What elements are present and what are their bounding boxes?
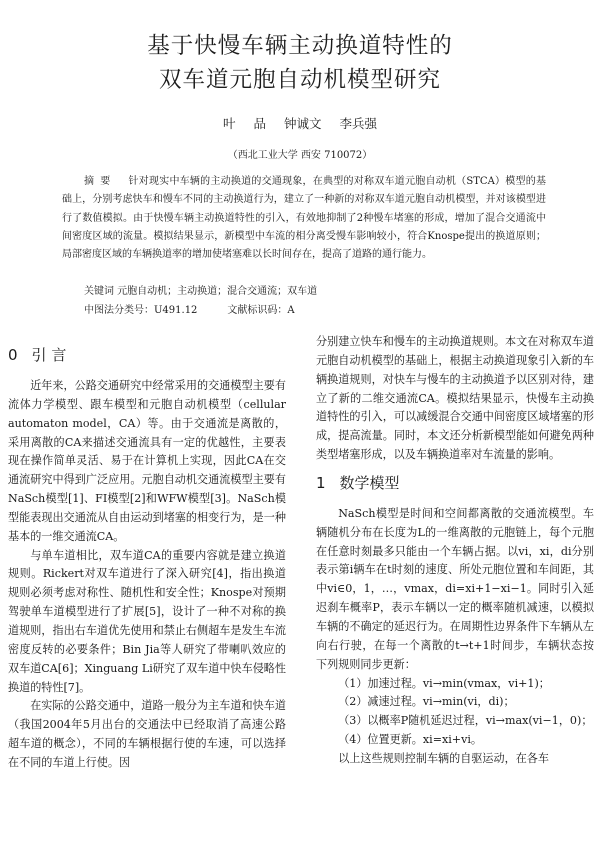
rule-item: （3）以概率P随机延迟过程，vi→max(vi−1，0)； <box>338 714 593 728</box>
section-number: 0 <box>8 346 18 364</box>
paragraph: 近年来，公路交通研究中经常采用的交通模型主要有流体力学模型、跟车模型和元胞自动机模型（cellular automaton model，CA）等。由于交通流是离散的，采用离散的CA来描述交通流具有一定的优越性，主要表现在操作简单灵活、易于在计算机上实现，因此CA在交通流研究中得到广泛应用。元胞自动机交通流模型主要有NaSch模型[1]、FI模型[2]和WFW模型[3]。NaSch模型能表现出交通流从自由运动到堵塞的相变行为，是一种基本的一维交通流CA。 <box>8 379 286 543</box>
keywords: 关键词 元胞自动机；主动换道；混合交通流；双车道 <box>84 286 318 297</box>
section-number: 1 <box>316 473 326 492</box>
abstract-label: 摘要 <box>84 176 117 187</box>
paragraph: 在实际的公路交通中，道路一般分为主车道和快车道（我国2004年5月出台的交通法中已经取消了高速公路超车道的概念），不同的车辆根据行使的车速，可以选择在不同的车道上行使。因 <box>8 699 286 769</box>
paper-title-line2: 双车道元胞自动机模型研究 <box>158 67 441 93</box>
section-heading-model <box>316 471 594 495</box>
section-title: 数学模型 <box>339 473 400 492</box>
paragraph: NaSch模型是时间和空间都离散的交通流模型。车辆随机分布在长度为L的一维离散的元胞链上，每个元胞在任意时刻最多只能由一个车辆占据。以vi，xi，di分别表示第i辆车在t时刻的速度、所处元胞位置和车间距，其中vi∈0，1，…，vmax，di=xi+1−xi−1。同时引入延迟刹车概率P，表示车辆以一定的概率随机减速，以模拟车辆的不确定的延迟行为。在周期性边界条件下车辆从左向右行驶，在每一个离散的t→t+1时间步，车辆状态按下列规则同步更新： <box>316 506 594 671</box>
classification-line <box>84 301 295 316</box>
paragraph: 分别建立快车和慢车的主动换道规则。本文在对称双车道元胞自动机模型的基础上，根据主动换道现象引入新的车辆换道规则，对快车与慢车的主动换道予以区别对待，建立了新的二维交通流CA。模拟结果显示，快慢车主动换道特性的引入，可以减缓混合交通中间密度区域堵塞的形成，提高流量。同时，本文还分析新模型能如何避免两种类型堵塞形成，以及车辆换道率对车流量的影响。 <box>316 335 594 462</box>
affiliation: （西北工业大学 西安 710072） <box>227 150 373 161</box>
paper-title-line1: 基于快慢车辆主动换道特性的 <box>147 33 453 59</box>
section-title: 引 言 <box>31 346 67 364</box>
left-column <box>8 333 286 773</box>
author-list: 叶 品 钟诚文 李兵强 <box>223 116 377 131</box>
section-heading-introduction <box>8 343 286 367</box>
rule-item: （2）减速过程。vi→min(vi，di)； <box>338 695 515 709</box>
paragraph: 与单车道相比，双车道CA的重要内容就是建立换道规则。Rickert对双车道进行了深入研究[4]，指出换道规则必须考虑对称性、随机性和安全性；Knospe对预期驾驶单车道模型进行了扩展[5]，设计了一种不对称的换道规则，指出右车道优先使用和禁止右侧超车是发生车流密度反转的必要条件；Bin Jia等人研究了带喇叭效应的双车道CA[6]；Xinguang Li研究了双车道中快车侵略性换道的特性[7]。 <box>8 548 286 694</box>
rule-item: （1）加速过程。vi→min(vmax，vi+1)； <box>338 676 550 690</box>
right-column <box>316 333 594 769</box>
abstract-text: 针对现实中车辆的主动换道的交通现象，在典型的对称双车道元胞自动机（STCA）模型的基础上，分别考虑快车和慢车不同的主动换道行为，建立了一种新的对称双车道元胞自动机模型，并对该模型进行了数值模拟。由于快慢车辆主动换道特性的引入，有效地抑制了2种慢车堵塞的形成，增加了混合交通流中间密度区域的流量。模拟结果显示，新模型中车流的相分离受慢车影响较小，符合Knospe提出的换道原则；局部密度区域的车辆换道率的增加使堵塞难以长时间存在，提高了道路的通行能力。 <box>62 176 546 261</box>
abstract <box>62 173 546 264</box>
document-code: 文献标识码：A <box>227 305 295 316</box>
paragraph: 以上这些规则控制车辆的自驱运动，在各车 <box>338 751 549 765</box>
classification-number: 中图法分类号：U491.12 <box>84 305 198 316</box>
rule-item: （4）位置更新。xi=xi+vi。 <box>338 733 483 747</box>
